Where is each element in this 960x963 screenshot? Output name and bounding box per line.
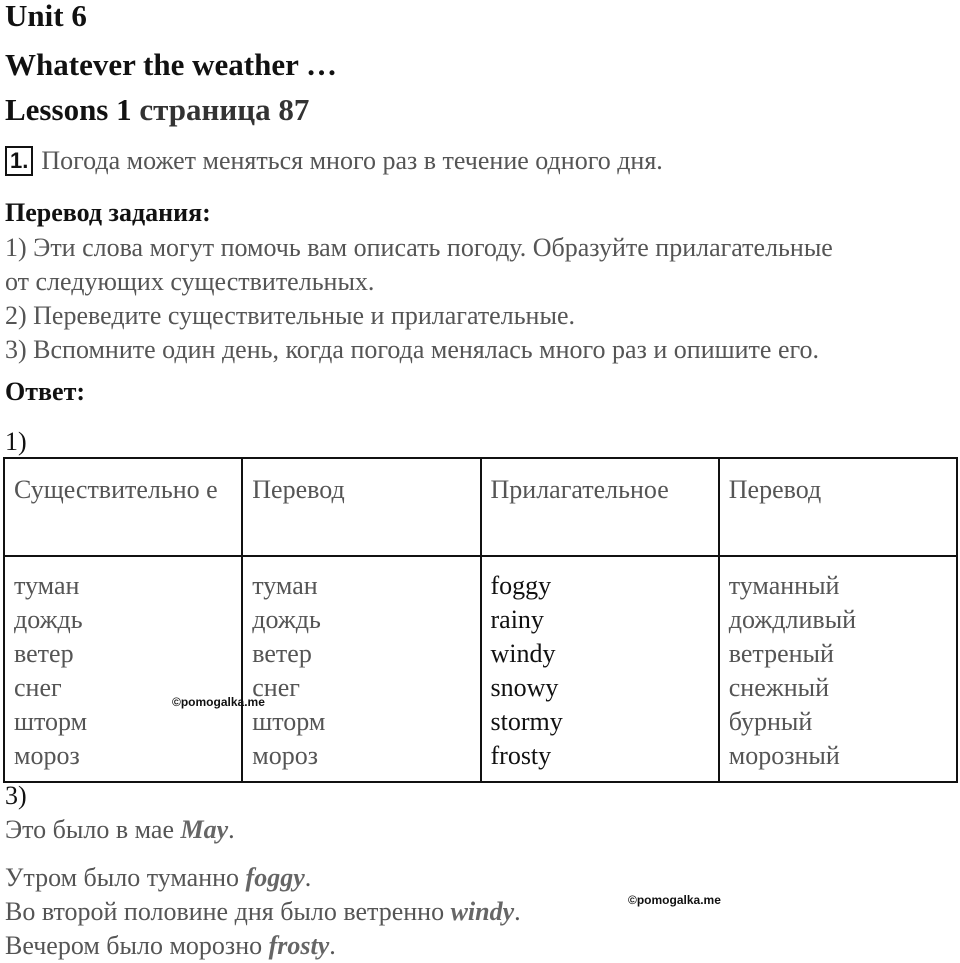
story-english-word: frosty (268, 931, 330, 960)
adjective: foggy (490, 571, 552, 600)
watermark: ©pomogalka.me (172, 695, 265, 709)
noun: мороз (14, 741, 80, 770)
translation-heading: Перевод задания: (5, 198, 211, 227)
adjective-translation: снежный (728, 673, 830, 702)
adjective-translations-cell (719, 556, 957, 782)
noun-translation: ветер (252, 639, 312, 668)
noun-translations-cell (242, 556, 480, 782)
story-text: Утром было туманно (5, 863, 246, 892)
translation-item (5, 231, 833, 299)
table-row (4, 556, 957, 782)
noun: ветер (14, 639, 74, 668)
story-period: . (514, 897, 521, 926)
answer-heading: Ответ: (5, 377, 86, 406)
table-header-cell: Существительно е (4, 458, 242, 556)
table-header-cell: Прилагательное (481, 458, 719, 556)
translation-line: от следующих существительных. (5, 267, 375, 296)
noun: снег (14, 673, 62, 702)
adjective-translation: ветреный (728, 639, 834, 668)
story-english-word: foggy (245, 863, 305, 892)
adjective-translation: туманный (728, 571, 840, 600)
answer-part3-label: 3) (5, 781, 27, 810)
noun-translation: шторм (252, 707, 326, 736)
story-period: . (329, 931, 336, 960)
translation-item: 2) Переведите существительные и прилагательные. (5, 301, 575, 330)
unit-title: Whatever the weather … (5, 47, 338, 82)
noun-translation: туман (252, 571, 318, 600)
watermark: ©pomogalka.me (628, 893, 721, 907)
task-text: Погода может меняться много раз в течение одного дня. (41, 146, 663, 175)
story-sentence (5, 813, 235, 847)
adjectives-cell (481, 556, 719, 782)
task-line (5, 146, 663, 176)
noun-translation: дождь (252, 605, 321, 634)
story-sentence (5, 929, 336, 963)
adjective: stormy (490, 707, 563, 736)
adjective: windy (490, 639, 556, 668)
story-sentence (5, 861, 311, 895)
table-header-cell: Перевод (242, 458, 480, 556)
adjective-translation: дождливый (728, 605, 857, 634)
lesson-page: страница 87 (139, 92, 310, 127)
story-english-word: May (180, 815, 229, 844)
unit-heading: Unit 6 (5, 0, 87, 33)
answer-part1-label: 1) (5, 427, 27, 456)
story-sentence (5, 895, 521, 929)
story-text: Во второй половине дня было ветренно (5, 897, 451, 926)
noun-translation: мороз (252, 741, 318, 770)
lesson-heading (5, 92, 309, 128)
lesson-label: Lessons 1 (5, 92, 132, 127)
adjective: rainy (490, 605, 544, 634)
story-period: . (228, 815, 235, 844)
table-header-row (4, 458, 957, 556)
story-english-word: windy (450, 897, 515, 926)
translation-item: 3) Вспомните один день, когда погода менялась много раз и опишите его. (5, 335, 819, 364)
nouns-cell (4, 556, 242, 782)
adjective: frosty (490, 741, 552, 770)
noun: туман (14, 571, 80, 600)
adjective: snowy (490, 673, 559, 702)
task-number-badge: 1. (5, 146, 33, 176)
noun: шторм (14, 707, 88, 736)
adjective-translation: морозный (728, 741, 840, 770)
word-table (3, 457, 958, 783)
table-header-cell: Перевод (719, 458, 957, 556)
story-text: Вечером было морозно (5, 931, 269, 960)
adjective-translation: бурный (728, 707, 813, 736)
translation-line: 1) Эти слова могут помочь вам описать погоду. Образуйте прилагательные (5, 233, 833, 262)
noun: дождь (14, 605, 83, 634)
noun-translation: снег (252, 673, 300, 702)
story-text: Это было в мае (5, 815, 181, 844)
story-period: . (304, 863, 312, 892)
